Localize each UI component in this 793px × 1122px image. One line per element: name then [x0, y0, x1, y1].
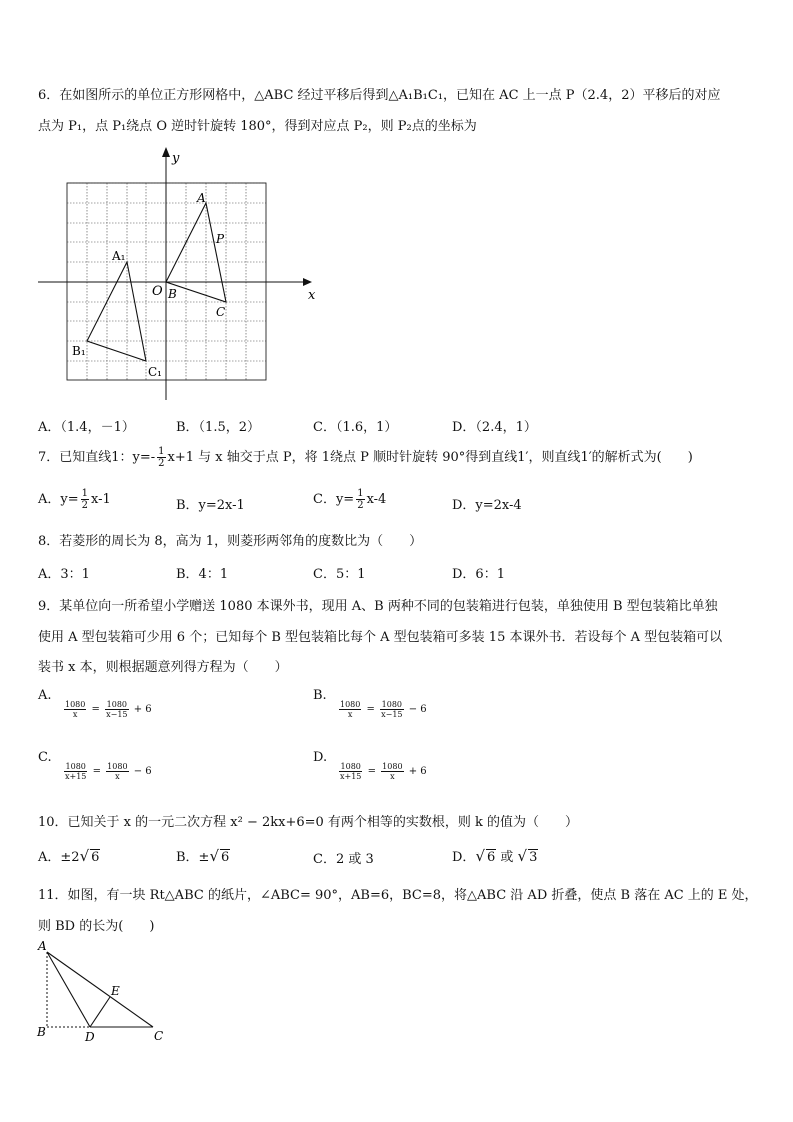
q6-text-line2: 点为 P₁，点 P₁绕点 O 逆时针旋转 180°，得到对应点 P₂，则 P₂点的坐标为	[38, 119, 477, 134]
q10-option-b: B．±√ 6	[176, 847, 230, 865]
triangle-a1b1c1	[87, 262, 146, 361]
q7-option-c: C．y= $\frac{1}{2}$ x-4	[313, 488, 387, 511]
label-b: B	[168, 287, 177, 301]
q10-text: 10．已知关于 x 的一元二次方程 x² − 2kx+6=0 有两个相等的实数根，则 k 的值为（ ）	[38, 815, 579, 830]
label-b1: B₁	[72, 344, 86, 358]
q9-option-d-equation: $\frac{1080}{x+15}$ = $\frac{1080}{x}$ + 6	[340, 762, 427, 781]
q6-text-line1: 6．在如图所示的单位正方形网格中，△ABC 经过平移后得到△A₁B₁C₁，已知在 AC 上一点 P（2.4，2）平移后的对应	[38, 88, 721, 103]
label-p: P	[216, 232, 225, 246]
q10-option-c: C．2 或 3	[313, 852, 374, 867]
q7-text-post: x+1 与 x 轴交于点 P，将 1绕点 P 顺时针旋转 90°得到直线1′，则直线1′的解析式为( )	[167, 450, 693, 465]
q9-option-a-equation: $\frac{1080}{x}$ = $\frac{1080}{x-15}$ + 6	[65, 700, 152, 719]
q7-option-a: A．y= $\frac{1}{2}$ x-1	[38, 488, 111, 511]
q9-text-line2: 使用 A 型包装箱可少用 6 个；已知每个 B 型包装箱比每个 A 型包装箱可多装 15 本课外书．若设每个 A 型包装箱可以	[38, 630, 723, 645]
q9-option-a-label: A.	[38, 688, 52, 703]
segment-ad	[47, 952, 90, 1027]
q10-option-d: D．√ 6 或 √ 3	[452, 847, 538, 865]
q6-option-a: A．（1.4，－1）	[38, 420, 135, 435]
q8-option-d: D．6：1	[452, 567, 505, 582]
q6-grid-figure	[30, 140, 330, 400]
q6-option-c: C．（1.6，1）	[313, 420, 398, 435]
label-a1: A₁	[112, 249, 126, 263]
q9-text-line3: 装书 x 本，则根据题意列得方程为（ ）	[38, 660, 288, 675]
q7-text-pre: 7．已知直线1：y=-	[38, 450, 156, 465]
label-a: A	[197, 191, 206, 205]
label-d: D	[85, 1030, 95, 1044]
label-a: A	[38, 939, 47, 953]
segment-de	[90, 997, 110, 1027]
q9-option-d-label: D.	[313, 750, 328, 765]
q9-option-c-equation: $\frac{1080}{x+15}$ = $\frac{1080}{x}$ − 6	[65, 762, 152, 781]
q11-triangle-figure	[30, 935, 180, 1050]
y-axis-arrow	[162, 147, 170, 157]
q7-text	[38, 446, 693, 469]
label-e: E	[111, 984, 120, 998]
label-x: x	[308, 288, 316, 303]
label-c1: C₁	[148, 365, 162, 379]
q7-option-d: D．y=2x-4	[452, 498, 522, 513]
q8-option-a: A．3：1	[38, 567, 90, 582]
segment-ac	[47, 952, 153, 1027]
q7-option-b: B．y=2x-1	[176, 498, 245, 513]
q9-option-c-label: C.	[38, 750, 52, 765]
label-b: B	[37, 1025, 46, 1039]
q11-text-line2: 则 BD 的长为( )	[38, 919, 155, 934]
q8-option-c: C．5：1	[313, 567, 366, 582]
q6-option-b: B．（1.5，2）	[176, 420, 260, 435]
label-y: y	[172, 151, 180, 166]
q6-option-d: D．（2.4，1）	[452, 420, 537, 435]
label-c: C	[216, 305, 226, 319]
q9-option-b-label: B.	[313, 688, 327, 703]
q9-text-line1: 9．某单位向一所希望小学赠送 1080 本课外书，现用 A、B 两种不同的包装箱进行包装，单独使用 B 型包装箱比单独	[38, 599, 718, 614]
label-c: C	[154, 1029, 164, 1043]
q7-fraction: $\frac{1}{2}$	[158, 446, 165, 469]
q9-option-b-equation: $\frac{1080}{x}$ = $\frac{1080}{x-15}$ − 6	[340, 700, 427, 719]
q8-option-b: B．4：1	[176, 567, 229, 582]
x-axis-arrow	[303, 278, 312, 286]
q11-text-line1: 11．如图，有一块 Rt△ABC 的纸片，∠ABC= 90°，AB=6，BC=8，将△ABC 沿 AD 折叠，使点 B 落在 AC 上的 E 处，	[38, 888, 758, 903]
q8-text: 8．若菱形的周长为 8，高为 1，则菱形两邻角的度数比为（ ）	[38, 534, 423, 549]
label-o: O	[152, 284, 163, 299]
q10-option-a: A．±2√ 6	[38, 847, 100, 865]
